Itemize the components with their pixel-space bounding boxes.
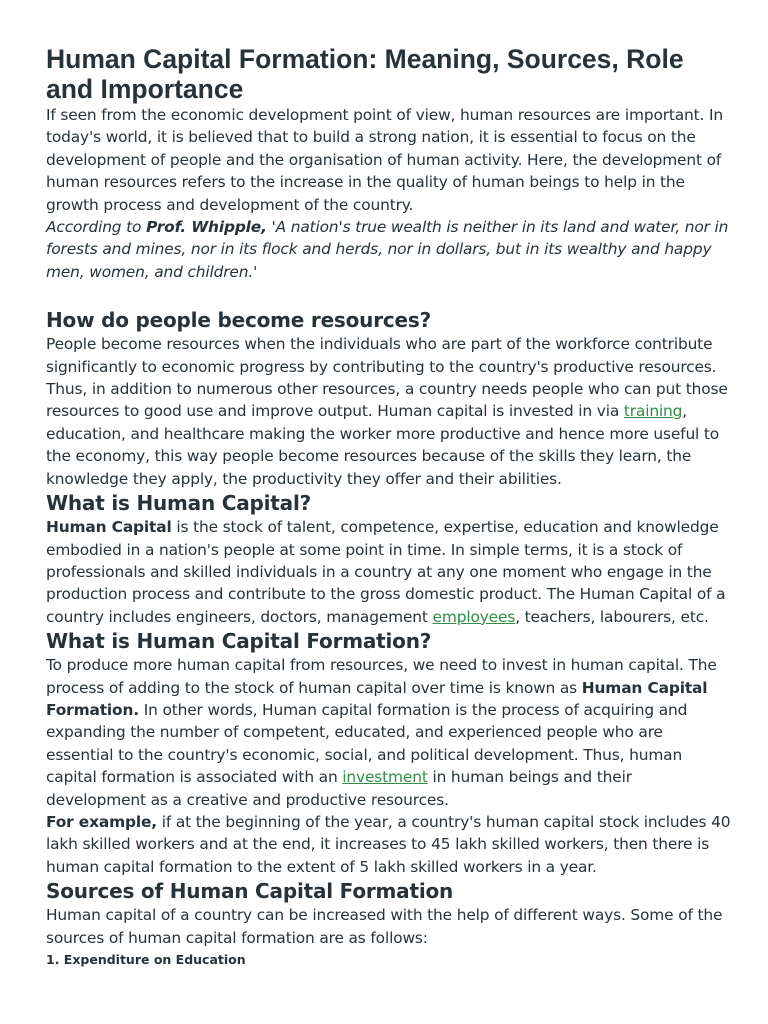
example-paragraph: [46, 811, 732, 878]
formation-text-2: In other words, Human capital formation is the process of acquiring and expanding the number of competent, educated, and experienced people who are essential to the country's economic, social, and political development. Thus, human capital formation is associated with an: [46, 700, 688, 787]
heading-what-is-human-capital-formation: What is Human Capital Formation?: [46, 629, 432, 654]
capital-text-1: is the stock of talent, competence, expertise, education and knowledge embodied in a nation's people at some point in time. In simple terms, it is a stock of professionals and skilled individuals in a country at any one moment who engage in the production process and contribute to the gross domestic product. The Human Capital of a country includes engineers, doctors, management: [46, 518, 726, 626]
whipple-quote: [46, 216, 732, 283]
human-capital-term: Human Capital: [46, 518, 172, 537]
resources-text-2: , education, and healthcare making the worker more productive and hence more useful to the economy, this way people become resources because of the skills they learn, the knowledge they apply, the productivity they offer and their abilities.: [46, 402, 720, 488]
formation-text-3: in human beings and their development as a creative and productive resources.: [46, 768, 632, 809]
employees-link[interactable]: employees: [432, 607, 516, 626]
training-link[interactable]: training: [623, 402, 683, 421]
sources-paragraph: Human capital of a country can be increased with the help of different ways. Some of the sources of human capital formation are as follows:: [46, 906, 723, 947]
heading-people-become-resources: How do people become resources?: [46, 308, 432, 333]
formation-term: Human Capital Formation.: [46, 678, 708, 719]
capital-text-2: , teachers, labourers, etc.: [515, 607, 709, 626]
page-title: Human Capital Formation: Meaning, Sources, Role and Importance: [46, 44, 684, 104]
example-text: if at the beginning of the year, a country's human capital stock includes 40 lakh skilled workers and at the end, it increases to 45 lakh skilled workers, then there is human capital formation to the extent of 5 lakh skilled workers in a year.: [46, 812, 731, 876]
subheading-expenditure-on-education: 1. Expenditure on Education: [46, 952, 246, 967]
quote-prefix: According to: [46, 218, 147, 237]
investment-link[interactable]: investment: [342, 768, 428, 787]
quote-text: 'A nation's true wealth is neither in its land and water, nor in forests and mines, nor in its flock and herds, nor in dollars, but in its wealthy and happy men, women, and children.': [46, 218, 729, 281]
heading-what-is-human-capital: What is Human Capital?: [46, 491, 312, 516]
resources-paragraph: [46, 333, 732, 490]
resources-text-1: People become resources when the individuals who are part of the workforce contribute significantly to economic progress by contributing to the country's productive resources. Thus, in addition to numerous other resources, a country needs people who can put those resources to good use and improve output. Human capital is invested in via: [46, 335, 728, 421]
intro-paragraph: If seen from the economic development point of view, human resources are important. In today's world, it is believed that to build a strong nation, it is essential to focus on the development of people and the organisation of human activity. Here, the development of human resources refers to the increase in the quality of human beings to help in the growth process and development of the country.: [46, 106, 724, 214]
formation-text-1: To produce more human capital from resources, we need to invest in human capital. The process of adding to the stock of human capital over time is known as: [46, 656, 717, 697]
example-lead: For example,: [46, 812, 157, 831]
human-capital-paragraph: [46, 516, 732, 628]
heading-sources: Sources of Human Capital Formation: [46, 879, 454, 904]
quote-author: Prof. Whipple,: [146, 218, 267, 237]
formation-paragraph: [46, 654, 732, 811]
